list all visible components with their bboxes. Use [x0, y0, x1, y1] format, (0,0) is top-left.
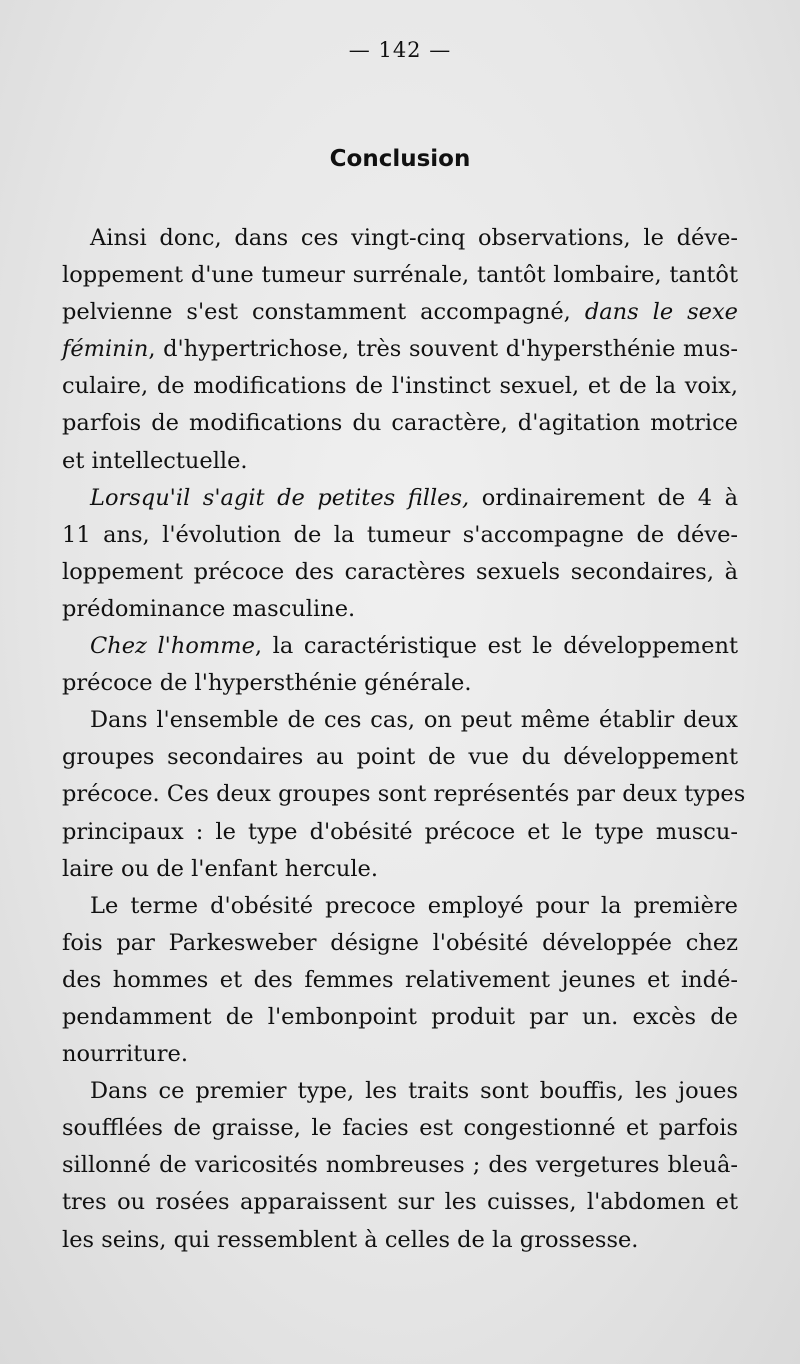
text-line: Dans l'ensemble de ces cas, on peut même établir deux [90, 707, 738, 734]
text-line: Le terme d'obésité precoce employé pour la première [90, 892, 738, 919]
text-line: parfois de modifications du caractère, d'agitation motrice [62, 410, 738, 437]
text-line: et intellectuelle. [62, 447, 248, 474]
text-line: pendamment de l'embonpoint produit par un. excès de [62, 1003, 738, 1030]
page-number: — 142 — [348, 38, 452, 62]
text-line: principaux : le type d'obésité précoce et le type muscu- [62, 818, 738, 845]
text-line: Ainsi donc, dans ces vingt-cinq observations, le déve- [90, 225, 738, 251]
text-line: loppement précoce des caractères sexuels secondaires, à [62, 558, 738, 585]
text-line: Chez l'homme, la caractéristique est le développement [90, 633, 738, 660]
text-line: féminin, d'hypertrichose, très souvent d'hypersthénie mus- [62, 336, 738, 363]
section-heading: Conclusion [329, 146, 471, 172]
text-line: sillonné de varicosités nombreuses ; des vergetures bleuâ- [62, 1152, 738, 1179]
text-line: tres ou rosées apparaissent sur les cuisses, l'abdomen et [62, 1189, 738, 1216]
text-line: précoce de l'hypersthénie générale. [62, 670, 472, 697]
text-line: précoce. Ces deux groupes sont représentés par deux types [62, 781, 746, 808]
text-line: loppement d'une tumeur surrénale, tantôt lombaire, tantôt [62, 262, 738, 289]
text-line: des hommes et des femmes relativement jeunes et indé- [62, 966, 738, 993]
text-line: 11 ans, l'évolution de la tumeur s'accompagne de déve- [62, 521, 738, 548]
text-line: fois par Parkesweber désigne l'obésité développée chez [62, 929, 738, 956]
body-text [62, 220, 746, 1259]
text-line: Dans ce premier type, les traits sont bouffis, les joues [90, 1078, 738, 1105]
text-line: pelvienne s'est constamment accompagné, dans le sexe [62, 299, 738, 326]
text-line: nourriture. [62, 1041, 188, 1068]
text-line: laire ou de l'enfant hercule. [62, 855, 379, 882]
text-line: Lorsqu'il s'agit de petites filles, ordinairement de 4 à [90, 484, 738, 511]
text-line: soufflées de graisse, le facies est congestionné et parfois [62, 1115, 738, 1142]
text-line: culaire, de modifications de l'instinct sexuel, et de la voix, [62, 373, 738, 400]
text-line: groupes secondaires au point de vue du développement [62, 744, 738, 771]
text-line: les seins, qui ressemblent à celles de la grossesse. [62, 1226, 639, 1253]
text-line: prédominance masculine. [62, 595, 356, 622]
